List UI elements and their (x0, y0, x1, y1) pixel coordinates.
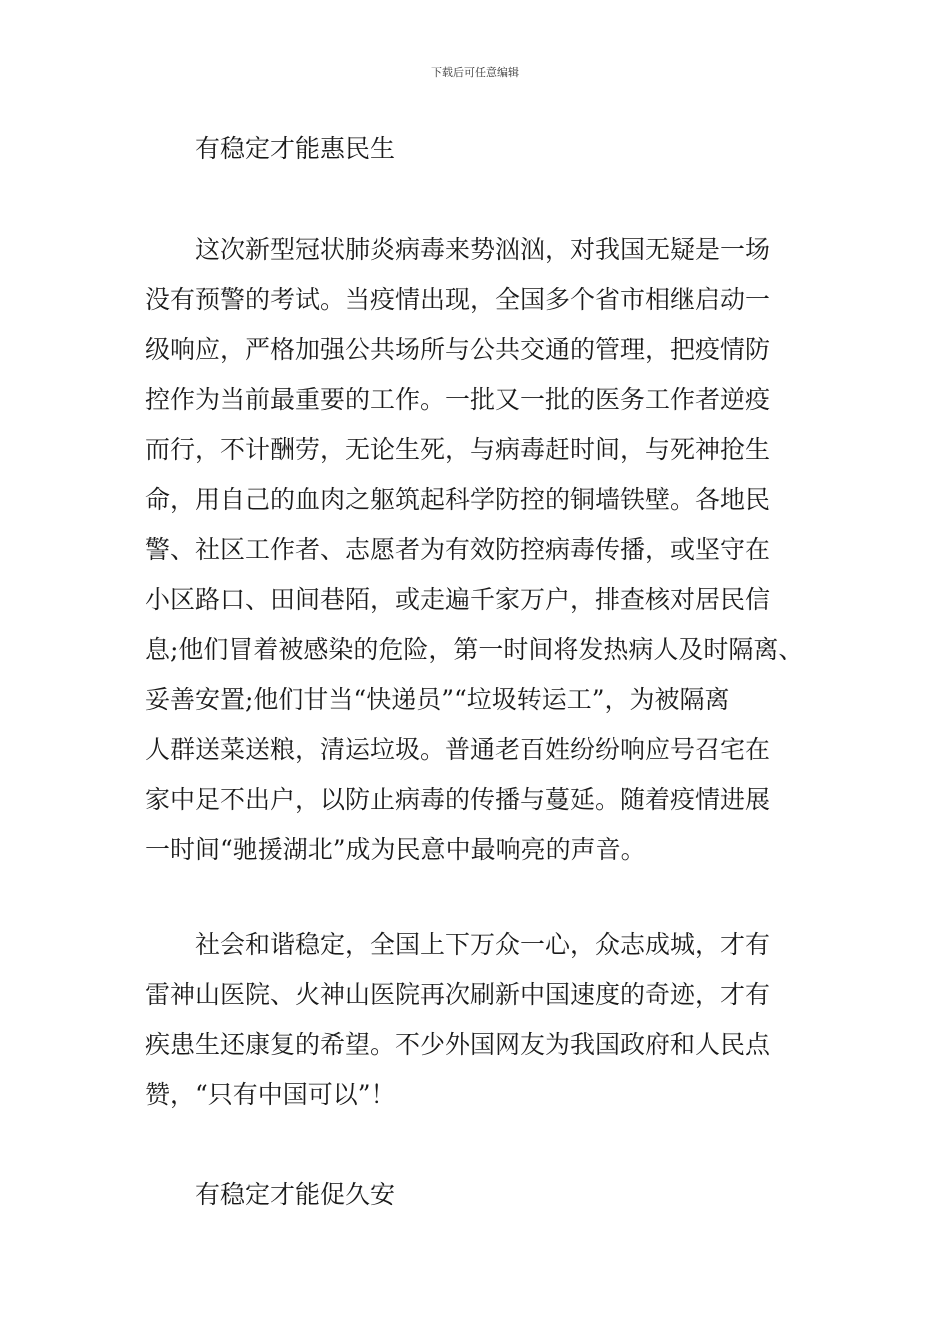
paragraph-line: 而行，不计酬劳，无论生死，与病毒赶时间，与死神抢生 (145, 435, 771, 464)
paragraph-line: 赞，“只有中国可以”！ (145, 1080, 396, 1109)
paragraph-line: 社会和谐稳定，全国上下万众一心，众志成城，才有 (195, 930, 771, 959)
page-header: 下载后可任意编辑 (431, 66, 519, 79)
paragraph-2 (145, 920, 815, 1120)
paragraph-line: 疾患生还康复的希望。不少外国网友为我国政府和人民点 (145, 1030, 771, 1059)
paragraph-line: 小区路口、田间巷陌，或走遍千家万户，排查核对居民信 (145, 585, 771, 614)
paragraph-line: 家中足不出户，以防止病毒的传播与蔓延。随着疫情进展 (145, 785, 771, 814)
paragraph-line: 一时间“驰援湖北”成为民意中最响亮的声音。 (145, 835, 646, 864)
paragraph-1 (145, 225, 815, 875)
paragraph-line: 控作为当前最重要的工作。一批又一批的医务工作者逆疫 (145, 385, 771, 414)
section-heading-2: 有稳定才能促久安 (195, 1180, 396, 1209)
paragraph-line: 息;他们冒着被感染的危险，第一时间将发热病人及时隔离、 (145, 635, 804, 664)
paragraph-line: 级响应，严格加强公共场所与公共交通的管理，把疫情防 (145, 335, 771, 364)
paragraph-line: 没有预警的考试。当疫情出现，全国多个省市相继启动一 (145, 285, 771, 314)
section-heading-1: 有稳定才能惠民生 (195, 134, 396, 163)
paragraph-line: 人群送菜送粮，清运垃圾。普通老百姓纷纷响应号召宅在 (145, 735, 771, 764)
paragraph-line: 妥善安置;他们甘当“快递员”“垃圾转运工”，为被隔离 (145, 685, 730, 714)
paragraph-line: 警、社区工作者、志愿者为有效防控病毒传播，或坚守在 (145, 535, 771, 564)
paragraph-line: 这次新型冠状肺炎病毒来势汹汹，对我国无疑是一场 (195, 235, 771, 264)
paragraph-line: 雷神山医院、火神山医院再次刷新中国速度的奇迹，才有 (145, 980, 771, 1009)
paragraph-line: 命，用自己的血肉之躯筑起科学防控的铜墙铁壁。各地民 (145, 485, 771, 514)
